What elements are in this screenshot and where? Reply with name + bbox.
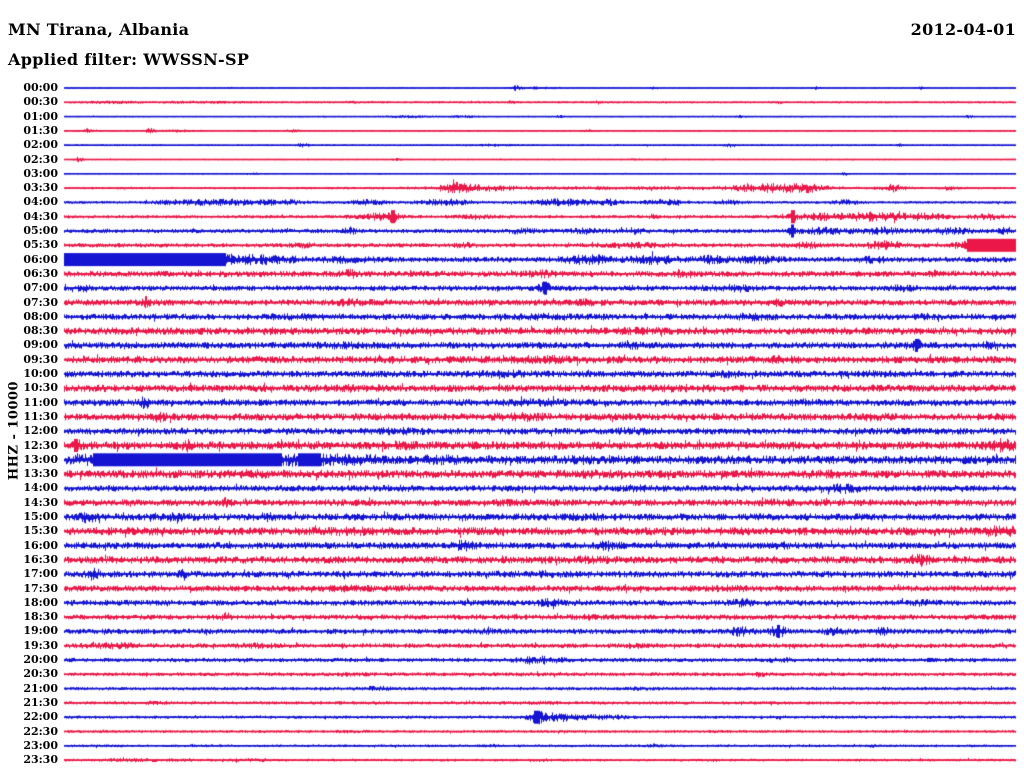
time-label: 18:30 xyxy=(23,610,58,624)
time-label: 06:00 xyxy=(23,252,58,266)
time-label: 09:30 xyxy=(23,352,58,366)
time-label: 20:00 xyxy=(23,653,58,666)
time-label: 07:30 xyxy=(23,295,58,309)
time-label: 10:00 xyxy=(23,367,58,380)
time-label: 21:30 xyxy=(23,695,58,709)
time-label: 12:00 xyxy=(23,424,58,438)
time-label: 20:30 xyxy=(23,667,58,681)
plot-date: 2012-04-01 xyxy=(910,20,1016,39)
time-label: 04:30 xyxy=(23,209,58,223)
time-label: 23:00 xyxy=(23,738,58,752)
time-label: 05:30 xyxy=(23,238,58,252)
applied-filter-label: Applied filter: WWSSN-SP xyxy=(8,50,250,69)
time-label: 18:00 xyxy=(23,595,58,609)
time-label: 23:30 xyxy=(23,753,58,767)
time-label: 17:00 xyxy=(23,567,58,581)
time-label: 01:00 xyxy=(23,109,58,123)
time-label: 02:00 xyxy=(23,138,58,152)
time-label: 15:00 xyxy=(23,510,58,523)
time-label: 00:30 xyxy=(23,95,58,109)
time-label: 22:00 xyxy=(23,710,58,724)
time-label: 04:00 xyxy=(23,195,58,209)
time-label: 06:30 xyxy=(23,266,58,280)
time-label: 14:30 xyxy=(23,495,58,509)
time-label: 21:00 xyxy=(23,681,58,695)
time-label: 03:00 xyxy=(23,166,58,180)
time-label: 03:30 xyxy=(23,181,58,195)
time-label: 13:30 xyxy=(23,467,58,481)
time-label: 11:00 xyxy=(23,395,58,409)
time-label: 11:30 xyxy=(23,409,58,423)
time-label: 01:30 xyxy=(23,123,58,137)
time-label: 15:30 xyxy=(23,524,58,538)
time-label: 12:30 xyxy=(23,438,58,452)
time-label: 10:30 xyxy=(23,381,58,395)
time-label: 07:00 xyxy=(23,281,58,295)
station-title: MN Tirana, Albania xyxy=(8,20,190,39)
time-label: 16:00 xyxy=(23,538,58,552)
time-label: 14:00 xyxy=(23,481,58,495)
time-label: 19:30 xyxy=(23,638,58,652)
y-axis-channel-label: HHZ - 10000 xyxy=(6,380,22,481)
time-label: 09:00 xyxy=(23,338,58,352)
time-label: 19:00 xyxy=(23,624,58,638)
time-label: 00:00 xyxy=(23,81,58,94)
time-label: 22:30 xyxy=(23,724,58,738)
time-label: 17:30 xyxy=(23,581,58,595)
time-label: 08:30 xyxy=(23,324,58,338)
time-label: 08:00 xyxy=(23,309,58,323)
time-label: 16:30 xyxy=(23,552,58,566)
time-label: 02:30 xyxy=(23,152,58,166)
time-label: 05:00 xyxy=(23,224,58,237)
time-label: 13:00 xyxy=(23,452,58,466)
